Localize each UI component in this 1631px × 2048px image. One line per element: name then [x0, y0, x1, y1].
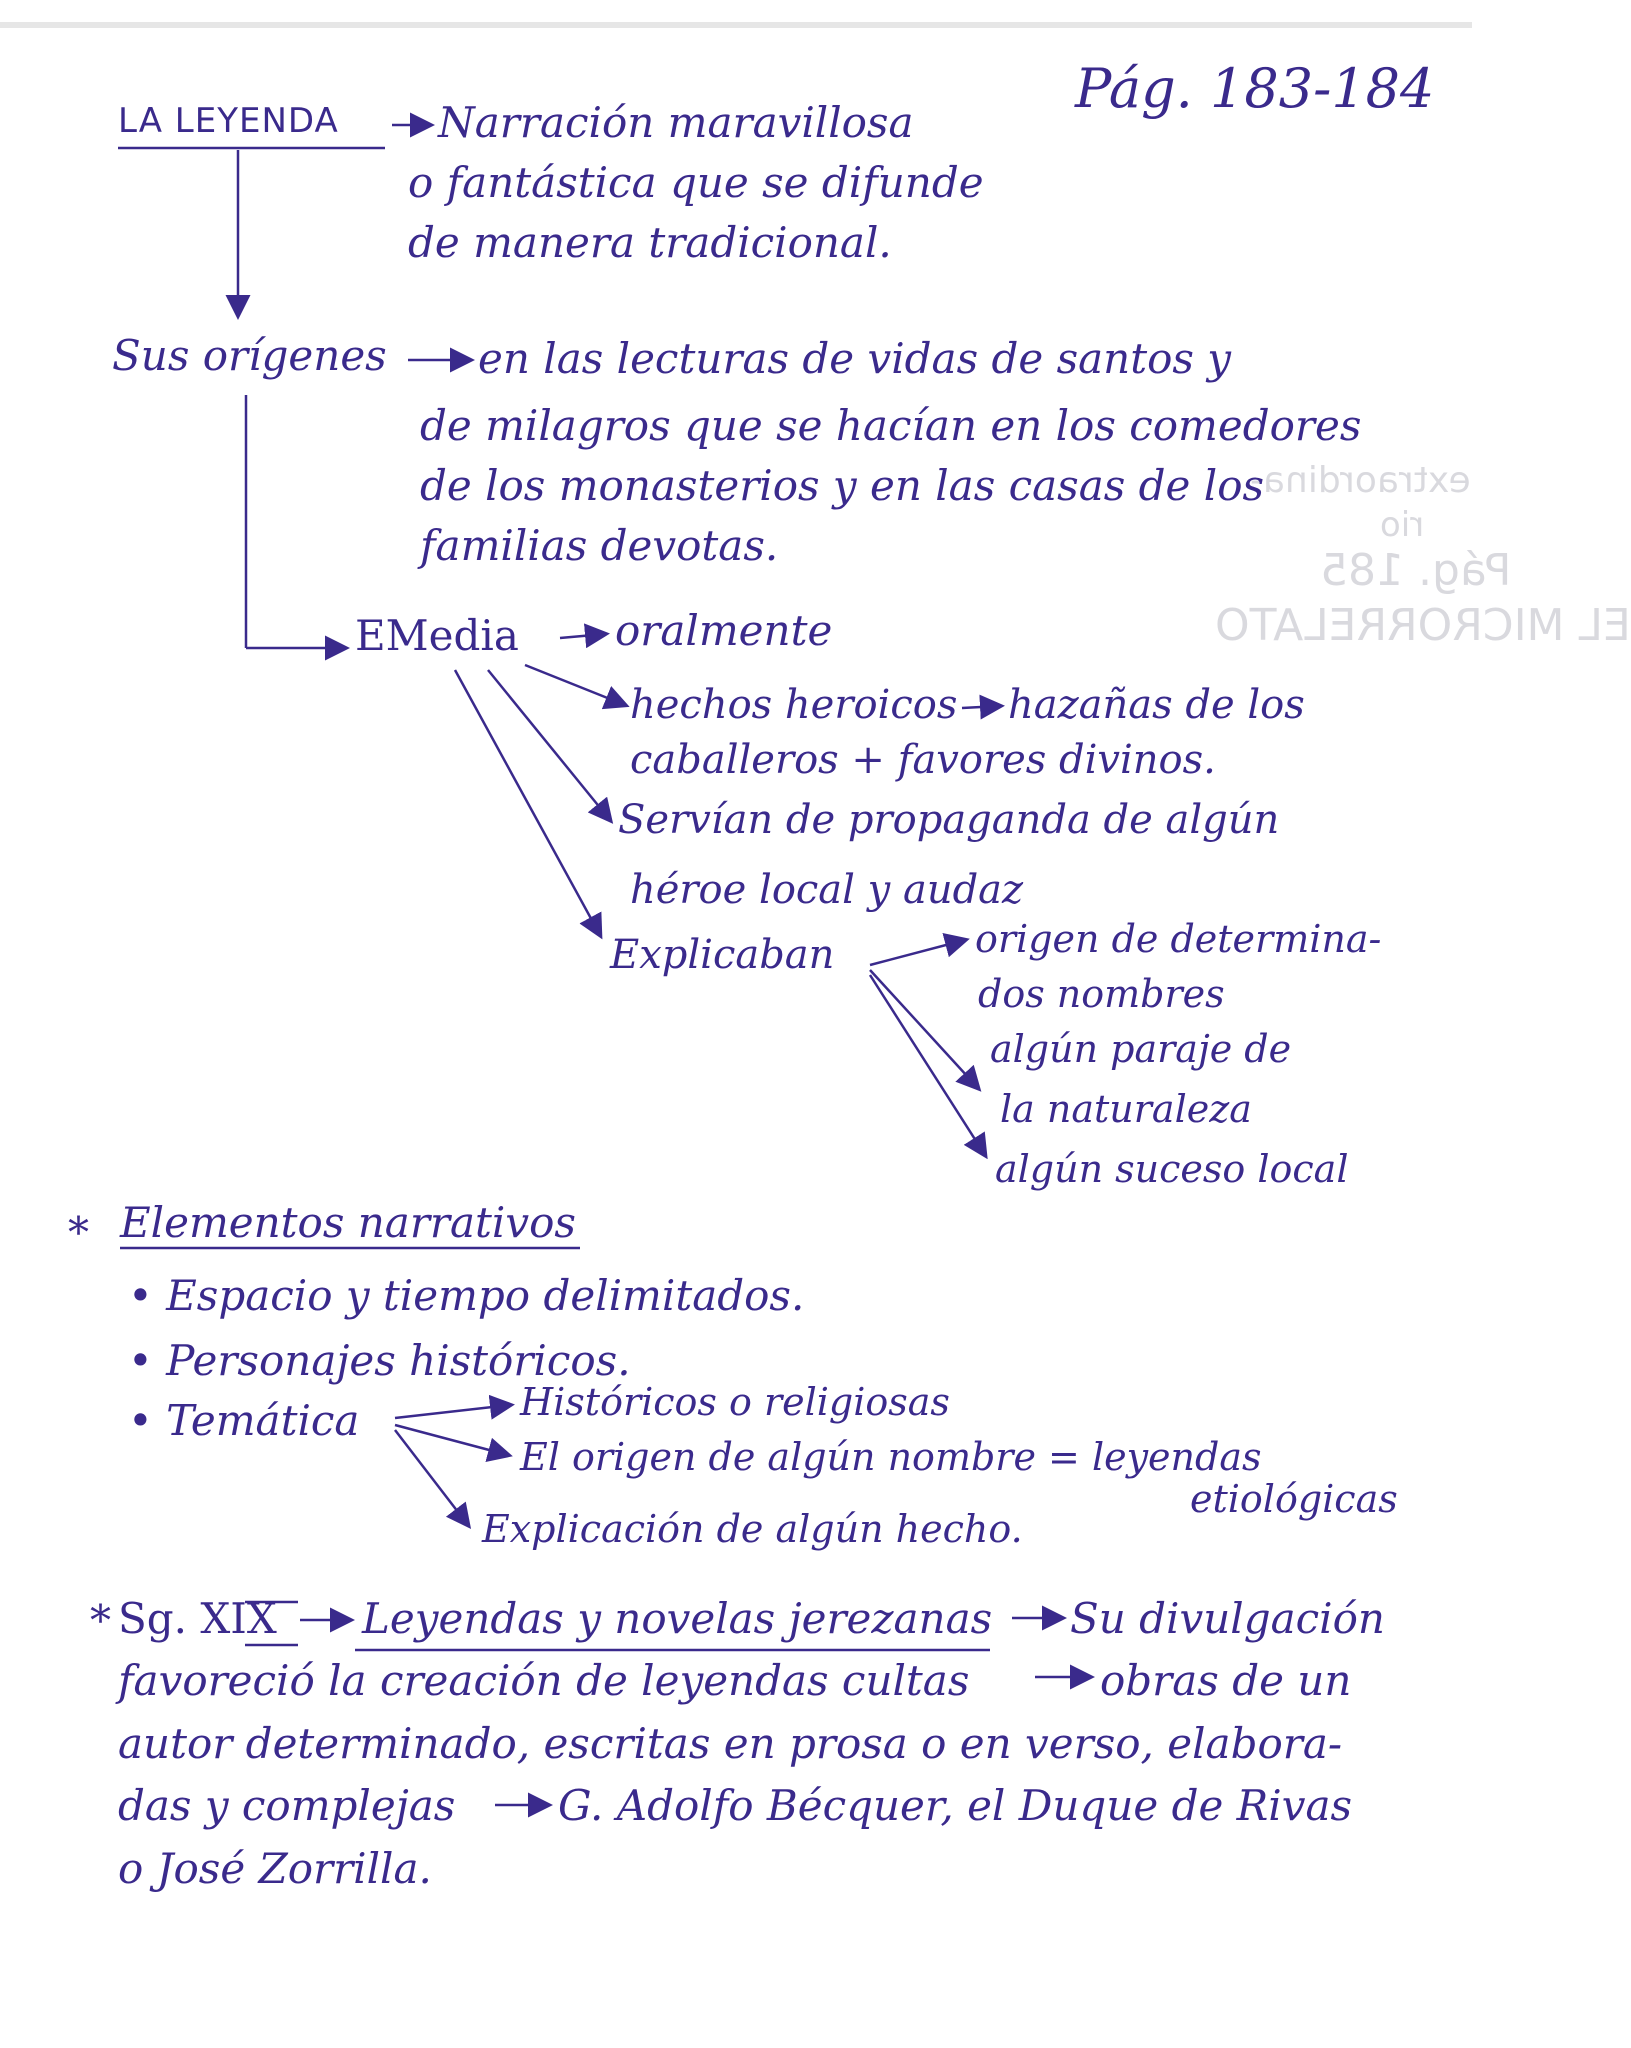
- tematica-item-2-cont: etiológicas: [1190, 1477, 1398, 1521]
- emedia-oral: oralmente: [615, 606, 833, 655]
- emedia-branch-1-text: hazañas de los: [1008, 682, 1305, 728]
- tematica-item-2: El origen de algún nombre = leyendas: [520, 1435, 1262, 1479]
- emedia-branch-1-head: hechos heroicos: [630, 682, 958, 728]
- explicaban-item-1: origen de determina-: [975, 917, 1382, 961]
- xix-line-2: favoreció la creación de leyendas cultas: [118, 1656, 970, 1705]
- xix-authors: G. Adolfo Bécquer, el Duque de Rivas: [558, 1781, 1353, 1830]
- bleed-through-page: Pág. 185: [1320, 545, 1512, 596]
- bleed-through-word: extraordina-: [1250, 460, 1471, 501]
- elements-item-3-text: Temática: [166, 1396, 360, 1445]
- explicaban-item-2-cont: la naturaleza: [1000, 1087, 1252, 1131]
- definition-line-2: o fantástica que se difunde: [408, 158, 984, 207]
- elements-item-1: • Espacio y tiempo delimitados.: [128, 1271, 805, 1320]
- bleed-through-word-2: rio: [1380, 505, 1425, 545]
- origins-line-1: en las lecturas de vidas de santos y: [478, 334, 1232, 383]
- elements-item-2-text: Personajes históricos.: [166, 1336, 631, 1385]
- page-reference: Pág. 183-184: [1075, 57, 1435, 120]
- origins-line-3: de los monasterios y en las casas de los: [420, 461, 1265, 510]
- page-title: LA LEYENDA: [118, 101, 339, 141]
- xix-line-5: o José Zorrilla.: [118, 1844, 432, 1893]
- emedia-branch-2-line-1: Servían de propaganda de algún: [618, 797, 1280, 843]
- explicaban-item-2: algún paraje de: [990, 1027, 1292, 1071]
- bleed-through-heading: EL MICRORRELATO: [1215, 600, 1631, 651]
- origins-label: Sus orígenes: [112, 331, 387, 380]
- xix-line-4: das y complejas: [118, 1781, 456, 1830]
- xix-line-3: autor determinado, escritas en prosa o en verso, elabora-: [118, 1719, 1343, 1768]
- elements-star: *: [68, 1208, 89, 1257]
- elements-item-1-text: Espacio y tiempo delimitados.: [166, 1271, 805, 1320]
- explicaban-label: Explicaban: [610, 932, 835, 978]
- elements-heading: Elementos narrativos: [120, 1198, 576, 1247]
- xix-divulgacion: Su divulgación: [1070, 1594, 1385, 1643]
- elements-item-2: • Personajes históricos.: [128, 1336, 631, 1385]
- xix-leyendas-novelas: Leyendas y novelas jerezanas: [362, 1594, 993, 1643]
- xix-line-2-obras: obras de un: [1100, 1656, 1352, 1705]
- origins-line-4: familias devotas.: [420, 521, 779, 570]
- emedia-label: EMedia: [355, 611, 519, 660]
- emedia-branch-1-text-2: caballeros + favores divinos.: [630, 737, 1216, 783]
- emedia-branch-2-line-2: héroe local y audaz: [630, 867, 1024, 913]
- elements-item-3: • Temática: [128, 1396, 360, 1445]
- definition-line-3: de manera tradicional.: [408, 218, 892, 267]
- xix-star: *: [90, 1596, 111, 1645]
- xix-century: Sg. XIX: [118, 1594, 277, 1643]
- origins-line-2: de milagros que se hacían en los comedores: [420, 401, 1362, 450]
- explicaban-item-3: algún suceso local: [995, 1147, 1349, 1191]
- definition-line-1: Narración maravillosa: [438, 98, 914, 147]
- tematica-item-1: Históricos o religiosas: [520, 1380, 950, 1424]
- tematica-item-3: Explicación de algún hecho.: [482, 1507, 1023, 1551]
- explicaban-item-1-cont: dos nombres: [978, 972, 1225, 1016]
